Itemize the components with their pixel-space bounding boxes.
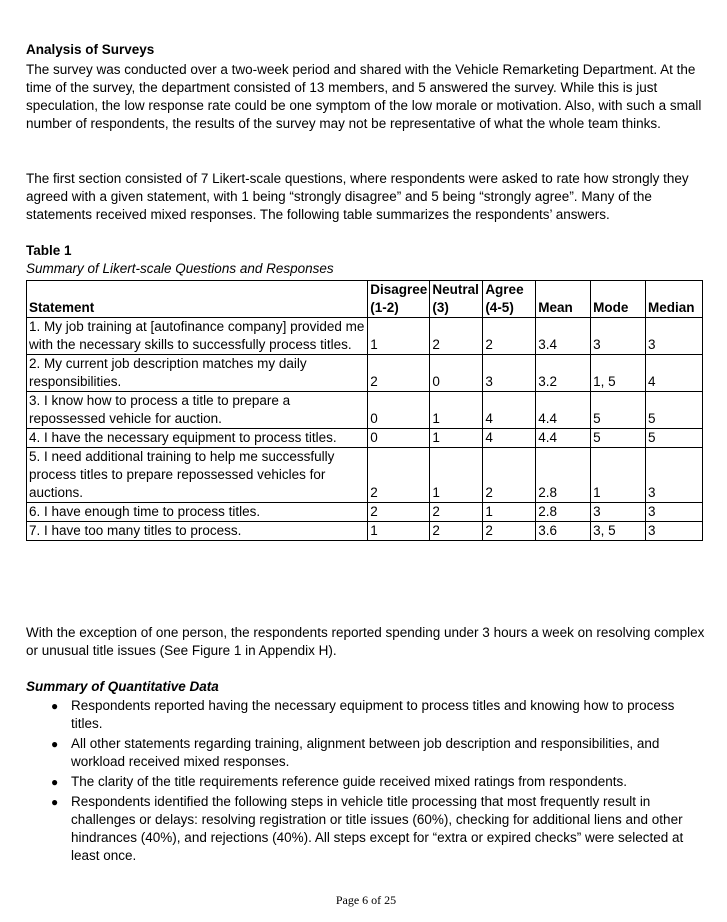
cell-mode: 5	[591, 429, 646, 448]
cell-mean: 2.8	[536, 448, 591, 503]
cell-disagree: 1	[368, 318, 430, 355]
header-mode: Mode	[591, 281, 646, 318]
table-header-row	[27, 281, 703, 318]
cell-mean: 2.8	[536, 503, 591, 522]
cell-statement: 6. I have enough time to process titles.	[27, 503, 368, 522]
cell-median: 3	[646, 318, 703, 355]
cell-neutral: 2	[430, 503, 483, 522]
bullet-icon: ●	[51, 737, 59, 751]
cell-median: 3	[646, 522, 703, 541]
cell-mean: 3.4	[536, 318, 591, 355]
section-title: Analysis of Surveys	[26, 42, 155, 57]
list-item-text: Respondents reported having the necessary equipment to process titles and knowing how to process titles.	[71, 698, 675, 731]
cell-agree: 3	[483, 355, 536, 392]
cell-statement: 7. I have too many titles to process.	[27, 522, 368, 541]
bullet-icon: ●	[51, 699, 59, 713]
cell-disagree: 2	[368, 355, 430, 392]
cell-neutral: 2	[430, 522, 483, 541]
cell-agree: 1	[483, 503, 536, 522]
cell-statement: 2. My current job description matches my daily responsibilities.	[27, 355, 368, 392]
table-label: Table 1	[26, 243, 72, 258]
cell-mode: 3	[591, 318, 646, 355]
cell-disagree: 1	[368, 522, 430, 541]
likert-paragraph: The first section consisted of 7 Likert-scale questions, where respondents were asked to rate how strongly they agreed with a given statement, with 1 being “strongly disagree” and 5 being “strongly agree”. Many of the statements received mixed responses. The following table summarizes the respondents’ answers.	[26, 171, 689, 222]
list-item-text: All other statements regarding training, alignment between job description and responsibilities, and workload received mixed responses.	[71, 736, 660, 769]
cell-mean: 4.4	[536, 429, 591, 448]
likert-table	[26, 280, 703, 541]
list-item	[51, 697, 706, 733]
table-row	[27, 522, 703, 541]
header-agree: Agree (4-5)	[483, 281, 536, 318]
cell-agree: 2	[483, 522, 536, 541]
cell-mode: 3, 5	[591, 522, 646, 541]
table-row	[27, 355, 703, 392]
summary-title: Summary of Quantitative Data	[26, 679, 219, 694]
summary-list	[26, 697, 706, 867]
list-item	[51, 773, 706, 791]
list-item	[51, 735, 706, 771]
cell-mode: 1	[591, 448, 646, 503]
cell-mode: 1, 5	[591, 355, 646, 392]
header-median: Median	[646, 281, 703, 318]
list-item-text: The clarity of the title requirements reference guide received mixed ratings from respondents.	[71, 774, 628, 789]
header-statement: Statement	[27, 281, 368, 318]
page-number: Page 6 of 25	[335, 893, 397, 907]
cell-mean: 4.4	[536, 392, 591, 429]
cell-disagree: 0	[368, 392, 430, 429]
table-caption: Summary of Likert-scale Questions and Responses	[26, 261, 334, 276]
table-row	[27, 318, 703, 355]
table-row	[27, 448, 703, 503]
cell-median: 5	[646, 429, 703, 448]
list-item-text: Respondents identified the following steps in vehicle title processing that most frequently result in challenges or delays: resolving registration or title issues (60%), checking for additional liens and other hindrances (40%), and rejections (40%). All steps except for “extra or expired checks” were selected at least once.	[71, 794, 684, 863]
cell-agree: 2	[483, 318, 536, 355]
intro-paragraph: The survey was conducted over a two-week period and shared with the Vehicle Remarketing Department. At the time of the survey, the department consisted of 13 members, and 5 answered the survey. While this is just speculation, the low response rate could be one symptom of the low morale or motivation. Also, with such a small number of respondents, the results of the survey may not be representative of what the whole team thinks.	[26, 62, 702, 131]
cell-neutral: 1	[430, 392, 483, 429]
cell-disagree: 2	[368, 448, 430, 503]
cell-median: 3	[646, 503, 703, 522]
header-mean: Mean	[536, 281, 591, 318]
time-spent-paragraph: With the exception of one person, the respondents reported spending under 3 hours a week on resolving complex or unusual title issues (See Figure 1 in Appendix H).	[26, 625, 705, 658]
cell-median: 3	[646, 448, 703, 503]
bullet-icon: ●	[51, 795, 59, 809]
header-disagree: Disagree (1-2)	[368, 281, 430, 318]
cell-median: 5	[646, 392, 703, 429]
cell-disagree: 2	[368, 503, 430, 522]
table-row	[27, 392, 703, 429]
cell-mean: 3.2	[536, 355, 591, 392]
table-row	[27, 503, 703, 522]
cell-mean: 3.6	[536, 522, 591, 541]
cell-neutral: 1	[430, 448, 483, 503]
cell-statement: 5. I need additional training to help me successfully process titles to prepare repossessed vehicles for auctions.	[27, 448, 368, 503]
cell-neutral: 2	[430, 318, 483, 355]
cell-statement: 3. I know how to process a title to prepare a repossessed vehicle for auction.	[27, 392, 368, 429]
cell-neutral: 0	[430, 355, 483, 392]
list-item	[51, 793, 706, 865]
cell-mode: 3	[591, 503, 646, 522]
cell-agree: 4	[483, 429, 536, 448]
table-row	[27, 429, 703, 448]
cell-neutral: 1	[430, 429, 483, 448]
cell-mode: 5	[591, 392, 646, 429]
cell-statement: 4. I have the necessary equipment to process titles.	[27, 429, 368, 448]
bullet-icon: ●	[51, 775, 59, 789]
cell-disagree: 0	[368, 429, 430, 448]
cell-median: 4	[646, 355, 703, 392]
cell-agree: 4	[483, 392, 536, 429]
cell-statement: 1. My job training at [autofinance company] provided me with the necessary skills to successfully process titles.	[27, 318, 368, 355]
header-neutral: Neutral (3)	[430, 281, 483, 318]
cell-agree: 2	[483, 448, 536, 503]
